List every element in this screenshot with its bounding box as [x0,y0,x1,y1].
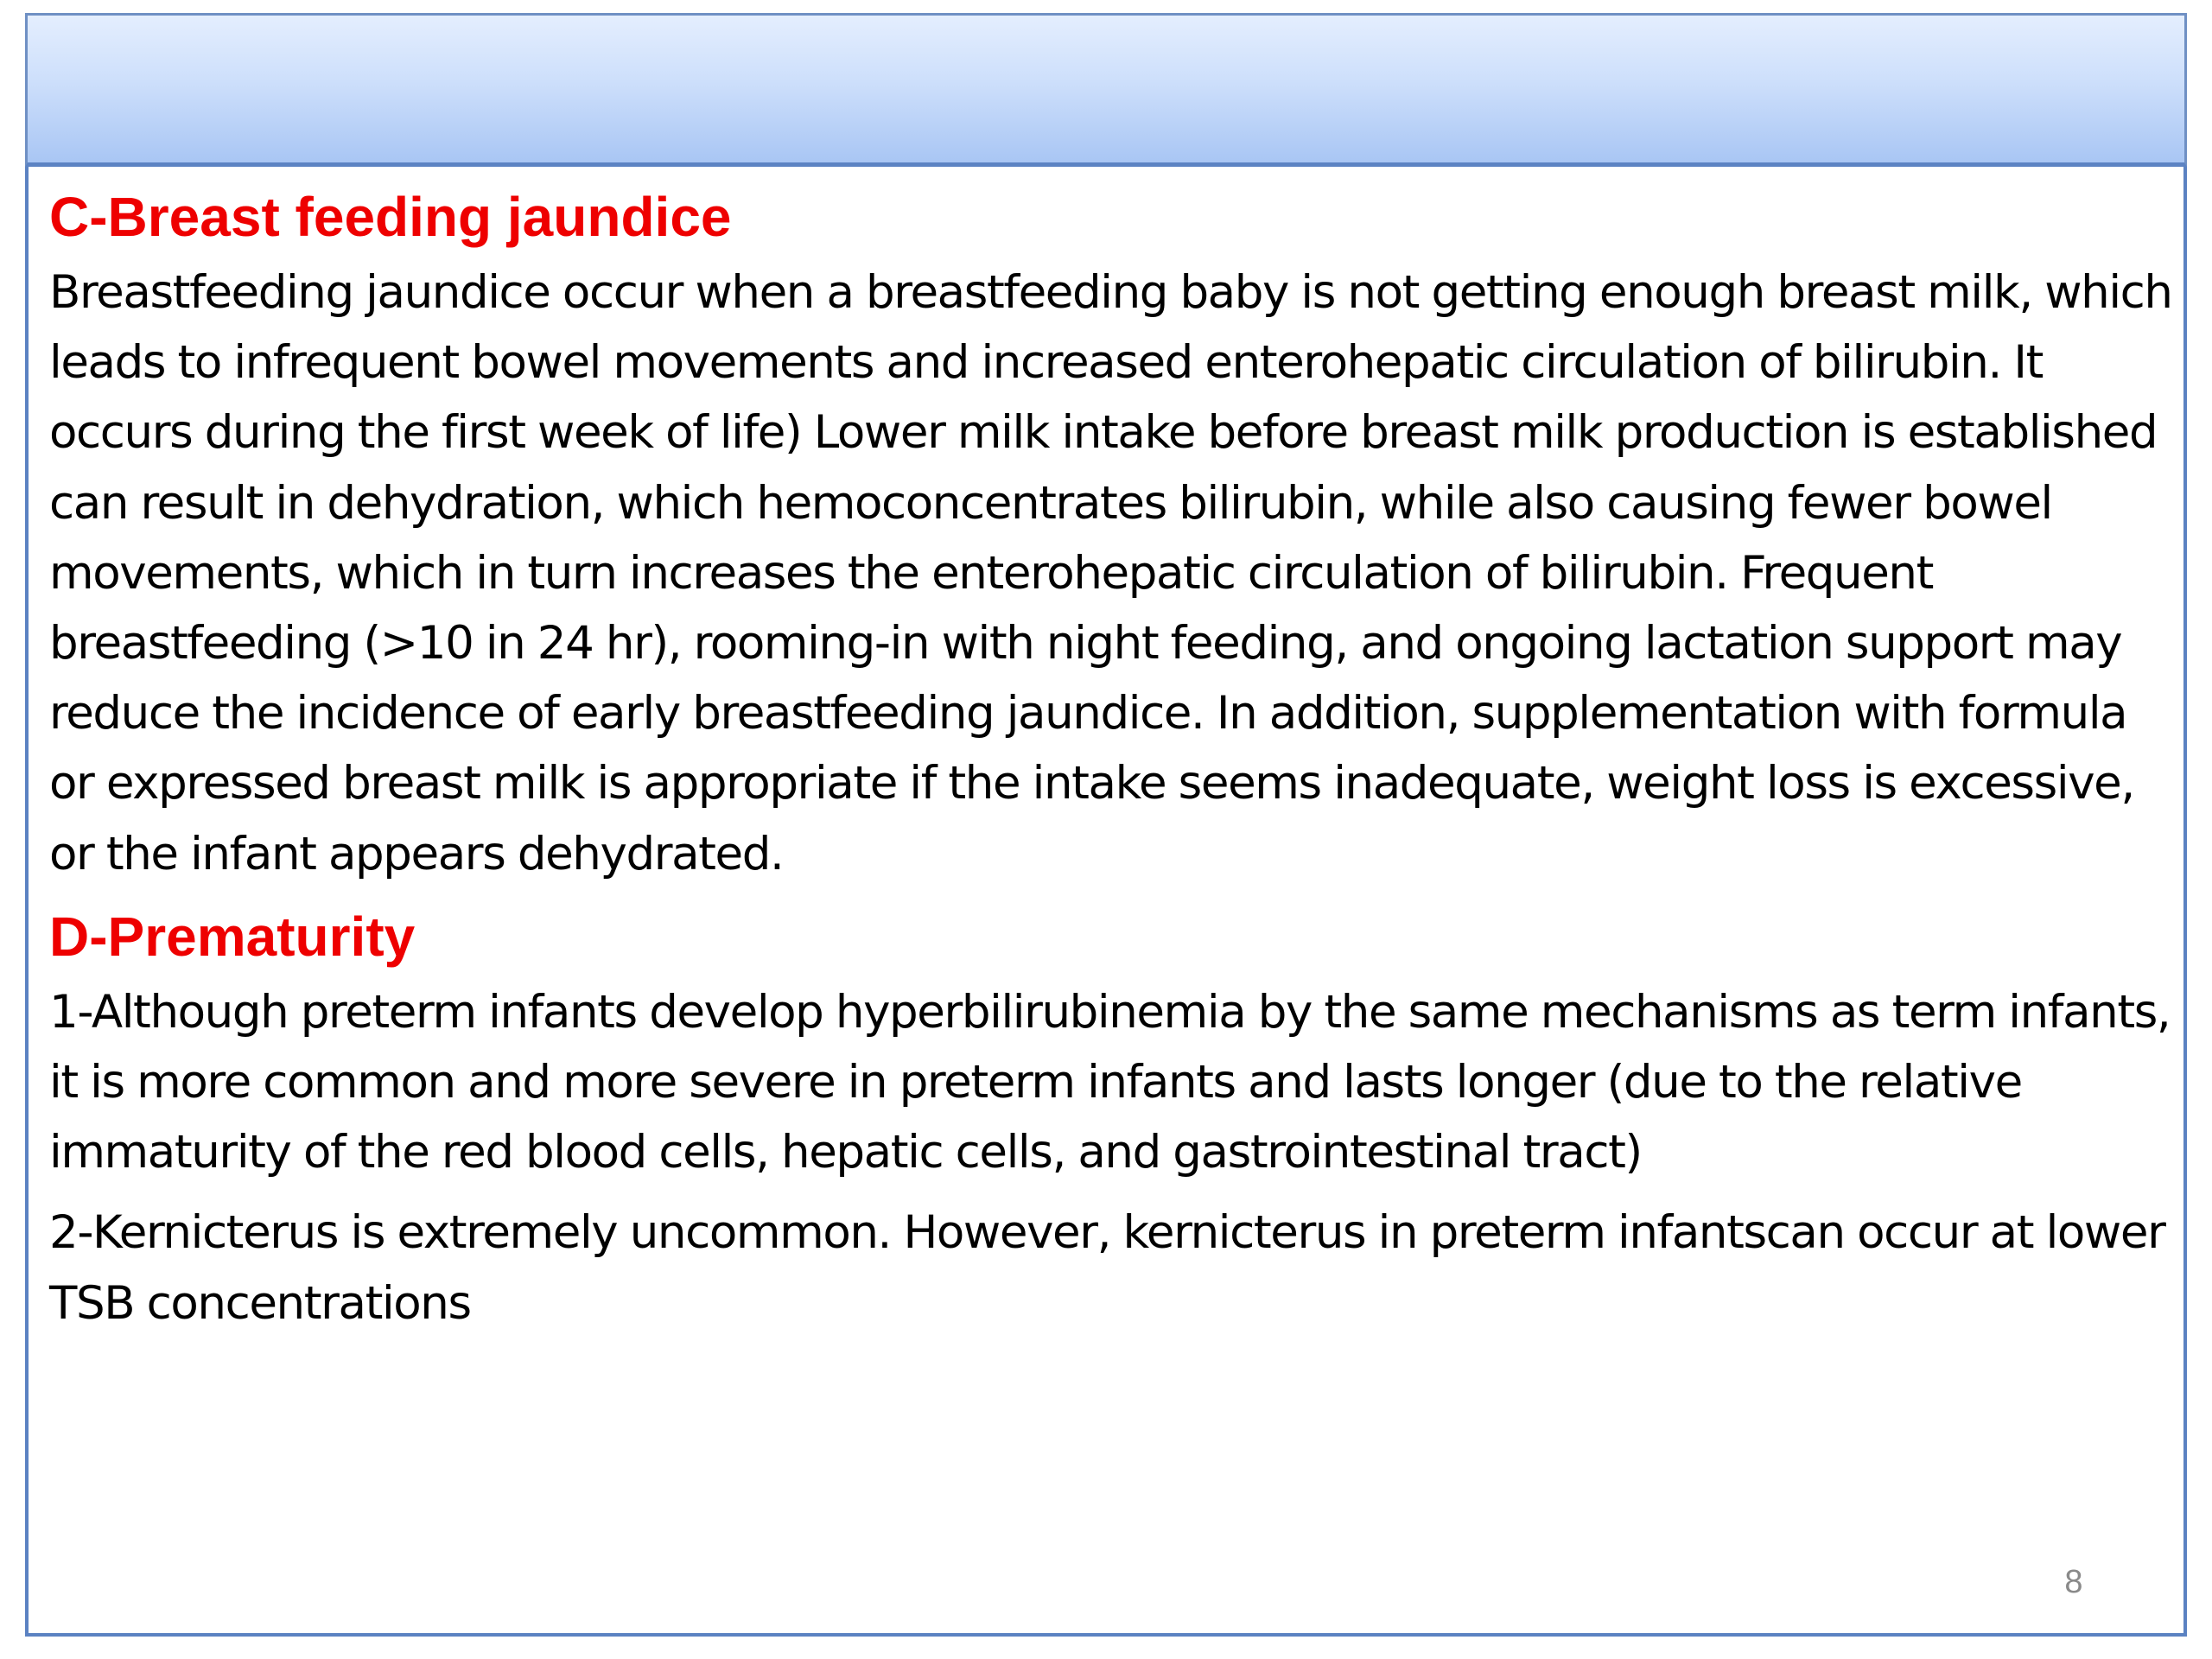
section-d-point-2: 2-Kernicterus is extremely uncommon. However, kernicterus in preterm infantscan occur at lower TSB concentrations [49,1206,2165,1330]
section-d-point-1: 1-Although preterm infants develop hyperbilirubinemia by the same mechanisms as term infants, it is more common and more severe in preterm infants and lasts longer (due to the relative immaturity of the red blood cells, hepatic cells, and gastrointestinal tract) [49,985,2171,1179]
page-number: 8 [2064,1564,2083,1600]
slide-text-area [49,181,2183,1338]
section-c-heading: C-Breast feeding jaundice [49,186,732,248]
slide-header-bar [25,13,2187,167]
section-d-heading: D-Prematurity [49,905,416,968]
section-c-body: Breastfeeding jaundice occur when a breastfeeding baby is not getting enough breast milk, which leads to infrequent bowel movements and increased enterohepatic circulation of bilirubin. It occurs during the first week of life) Lower milk intake before breast milk production is established can result in dehydration, which hemoconcentrates bilirubin, while also causing fewer bowel movements, which in turn increases the enterohepatic circulation of bilirubin. Frequent breastfeeding (>10 in 24 hr), rooming-in with night feeding, and ongoing lactation support may reduce the incidence of early breastfeeding jaundice. In addition, supplementation with formula or expressed breast milk is appropriate if the intake seems inadequate, weight loss is excessive, or the infant appears dehydrated. [49,266,2172,880]
